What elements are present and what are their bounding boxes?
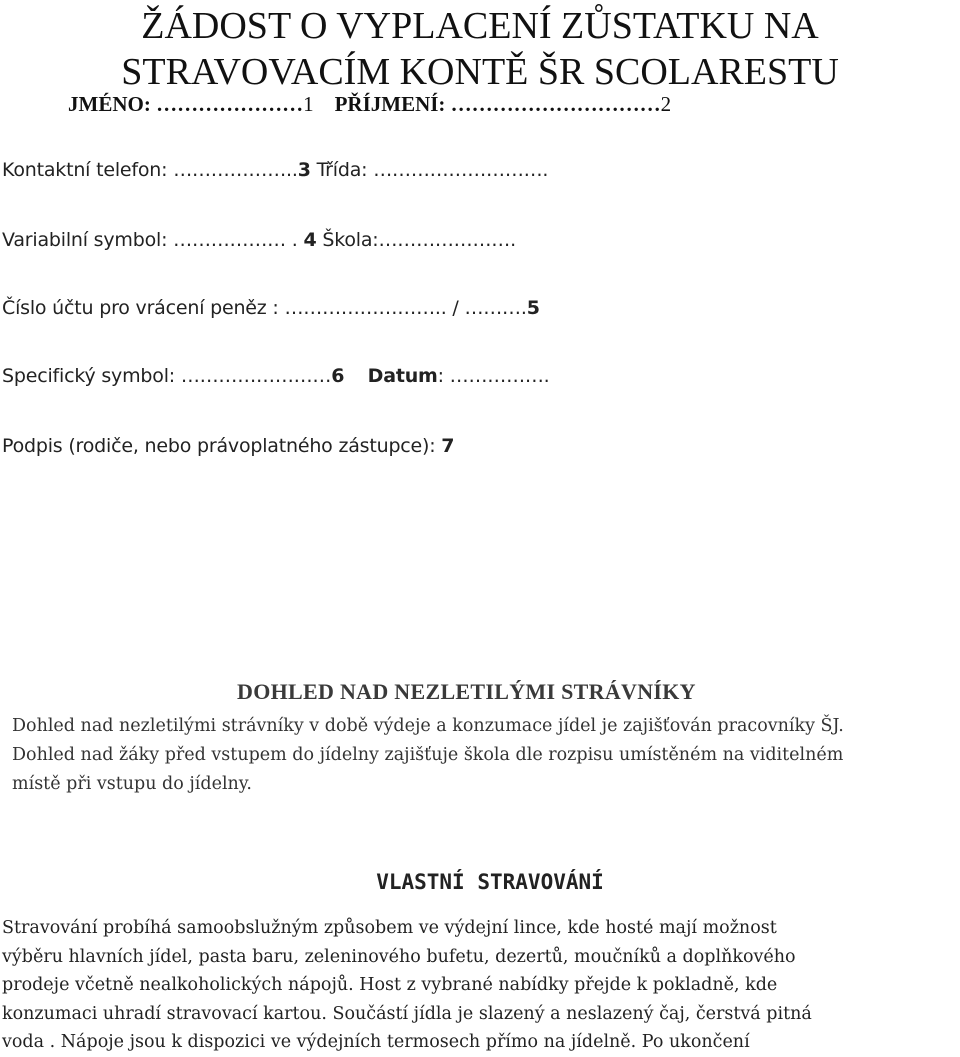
specific-symbol-label: Specifický symbol:: [2, 365, 181, 387]
first-name-field[interactable]: …………………: [156, 92, 304, 116]
school-field[interactable]: ………………….: [378, 229, 516, 251]
phone-class-row: [2, 157, 548, 183]
first-name-label: JMÉNO:: [68, 92, 157, 116]
date-label: Datum: [367, 365, 438, 387]
account-label: Číslo účtu pro vrácení peněz :: [2, 297, 285, 319]
specific-symbol-number-marker: 6: [331, 365, 345, 387]
surname-label: PŘÍJMENÍ:: [334, 92, 451, 116]
form-title-line-2: STRAVOVACÍM KONTĚ ŠR SCOLARESTU: [121, 51, 839, 93]
variable-symbol-label: Variabilní symbol:: [2, 229, 174, 251]
variable-symbol-field[interactable]: ……………… .: [173, 229, 298, 251]
form-title-line-1: ŽÁDOST O VYPLACENÍ ZŮSTATKU NA: [141, 5, 819, 47]
surname-number: 2: [660, 92, 672, 116]
dining-line-1: Stravování probíhá samoobslužným způsobem ve výdejní lince, kde hosté mají možnost: [2, 918, 777, 938]
class-field[interactable]: ……………………….: [373, 159, 549, 181]
dining-line-2: výběru hlavních jídel, pasta baru, zeleninového bufetu, dezertů, moučníků a doplňkového: [2, 946, 796, 967]
name-row: [68, 90, 671, 118]
bank-code-field[interactable]: ……….: [464, 297, 527, 319]
specific-symbol-field[interactable]: ……………………: [180, 365, 332, 387]
signature-row: [2, 433, 454, 459]
supervision-line-3: místě při vstupu do jídelny.: [12, 774, 252, 794]
dining-line-3: prodeje včetně nealkoholických nápojů. Host z vybrané nabídky přejde k pokladně, kde: [2, 975, 778, 995]
account-separator: /: [446, 297, 465, 319]
variable-symbol-school-row: [2, 227, 516, 253]
dining-paragraph: [2, 914, 958, 1057]
surname-field[interactable]: …………………………: [450, 92, 661, 116]
variable-symbol-number-marker: 4: [303, 229, 317, 251]
supervision-heading: DOHLED NAD NEZLETILÝMI STRÁVNÍKY: [237, 679, 696, 705]
date-colon: :: [437, 365, 450, 387]
first-name-number: 1: [303, 92, 314, 116]
phone-field[interactable]: ………………..: [173, 159, 298, 181]
account-number-marker: 5: [526, 297, 540, 319]
school-label: Škola:: [322, 229, 379, 251]
dining-line-4: konzumaci uhradí stravovací kartou. Součástí jídla je slazený a neslazený čaj, čerstvá pitná: [2, 1003, 812, 1024]
account-row: [2, 295, 540, 321]
signature-number-marker: 7: [441, 435, 455, 457]
account-field[interactable]: ……………………..: [284, 297, 447, 319]
phone-number-marker: 3: [297, 159, 311, 181]
dining-heading: VLASTNÍ STRAVOVÁNÍ: [376, 870, 604, 895]
supervision-paragraph: [12, 712, 952, 799]
date-field[interactable]: …………….: [449, 365, 550, 387]
class-label: Třída:: [316, 159, 374, 181]
dining-line-5: voda . Nápoje jsou k dispozici ve výdejních termosech přímo na jídelně. Po ukončení: [2, 1032, 750, 1052]
signature-label: Podpis (rodiče, nebo právoplatného zástupce):: [2, 435, 442, 457]
specific-symbol-date-row: [2, 363, 550, 389]
supervision-line-1: Dohled nad nezletilými strávníky v době výdeje a konzumace jídel je zajišťován pracovníky ŠJ.: [12, 716, 844, 736]
supervision-line-2: Dohled nad žáky před vstupem do jídelny zajišťuje škola dle rozpisu umístěném na viditelném: [12, 745, 844, 765]
phone-label: Kontaktní telefon:: [2, 159, 174, 181]
